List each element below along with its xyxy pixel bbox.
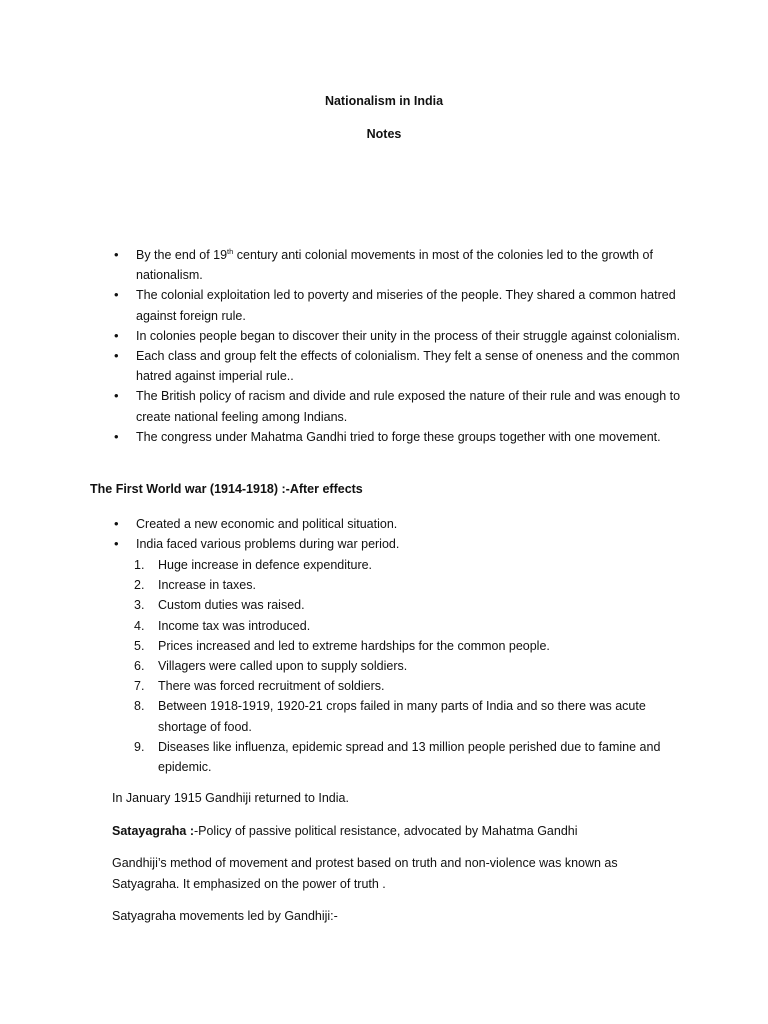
intro-bullet-item: • The congress under Mahatma Gandhi tried to forge these groups together with one movement.	[112, 427, 682, 447]
item-number: 8.	[134, 699, 145, 714]
superscript-text: th	[227, 246, 234, 256]
bullet-text-start: By the end of 19	[136, 248, 228, 262]
war-bullet-item: • Created a new economic and political situation.	[112, 514, 682, 534]
section-heading-first-world-war: The First World war (1914-1918) :-After effects	[90, 482, 363, 496]
numbered-item	[134, 575, 674, 595]
item-text: Huge increase in defence expenditure.	[158, 558, 373, 572]
numbered-item	[134, 737, 674, 777]
intro-bullet-item: • The British policy of racism and divide and rule exposed the nature of their rule and was enough to create national feeling among Indians.	[112, 386, 682, 426]
numbered-item	[134, 636, 674, 656]
numbered-item	[134, 555, 674, 575]
item-number: 6.	[134, 659, 145, 674]
satyagraha-definition-text: -Policy of passive political resistance, advocated by Mahatma Gandhi	[193, 824, 578, 838]
numbered-item	[134, 616, 674, 636]
war-problems-numbered-list	[134, 555, 674, 777]
intro-bullet-item: • Each class and group felt the effects of colonialism. They felt a sense of oneness and the common hatred against imperial rule..	[112, 346, 682, 386]
paragraph-satyagraha-movements: Satyagraha movements led by Gandhiji:-	[112, 909, 338, 923]
bullet-text-end: century anti colonial movements in most of the colonies led to the growth of nationalism.	[136, 248, 653, 283]
item-number: 3.	[134, 598, 145, 613]
war-bullet-item: • India faced various problems during war period.	[112, 534, 682, 554]
item-text: Custom duties was raised.	[158, 598, 305, 613]
item-text: Income tax was introduced.	[158, 618, 311, 633]
item-text: Between 1918-1919, 1920-21 crops failed in many parts of India and so there was acute shortage of food.	[158, 699, 646, 734]
paragraph-satyagraha-definition	[112, 821, 652, 842]
item-text: Increase in taxes.	[158, 578, 256, 593]
intro-bullet-item	[112, 245, 682, 285]
page-subtitle: Notes	[366, 127, 402, 141]
item-text: There was forced recruitment of soldiers.	[158, 679, 385, 694]
numbered-item	[134, 595, 674, 615]
war-bullet-list	[112, 514, 682, 554]
item-text: Diseases like influenza, epidemic spread and 13 million people perished due to famine and epidemic.	[158, 739, 661, 775]
satyagraha-term: Satayagraha :	[112, 824, 194, 838]
intro-bullet-item: • In colonies people began to discover their unity in the process of their struggle against colonialism.	[112, 326, 682, 346]
paragraph-gandhi-return: In January 1915 Gandhiji returned to India.	[112, 791, 349, 805]
item-number: 1.	[134, 558, 145, 572]
intro-bullet-item: • The colonial exploitation led to poverty and miseries of the people. They shared a common hatred against foreign rule.	[112, 285, 682, 325]
numbered-item	[134, 696, 674, 736]
page-title: Nationalism in India	[324, 94, 444, 108]
item-number: 5.	[134, 638, 145, 653]
item-text: Villagers were called upon to supply soldiers.	[158, 659, 408, 674]
numbered-item	[134, 676, 674, 696]
numbered-item	[134, 656, 674, 676]
item-number: 4.	[134, 618, 145, 633]
item-text: Prices increased and led to extreme hardships for the common people.	[158, 638, 550, 653]
item-number: 2.	[134, 578, 145, 593]
intro-bullet-list	[112, 245, 682, 447]
paragraph-gandhi-method: Gandhiji’s method of movement and protest based on truth and non-violence was known as Satyagraha. It emphasized on the power of truth .	[112, 856, 618, 891]
item-number: 9.	[134, 739, 145, 754]
item-number: 7.	[134, 679, 145, 694]
